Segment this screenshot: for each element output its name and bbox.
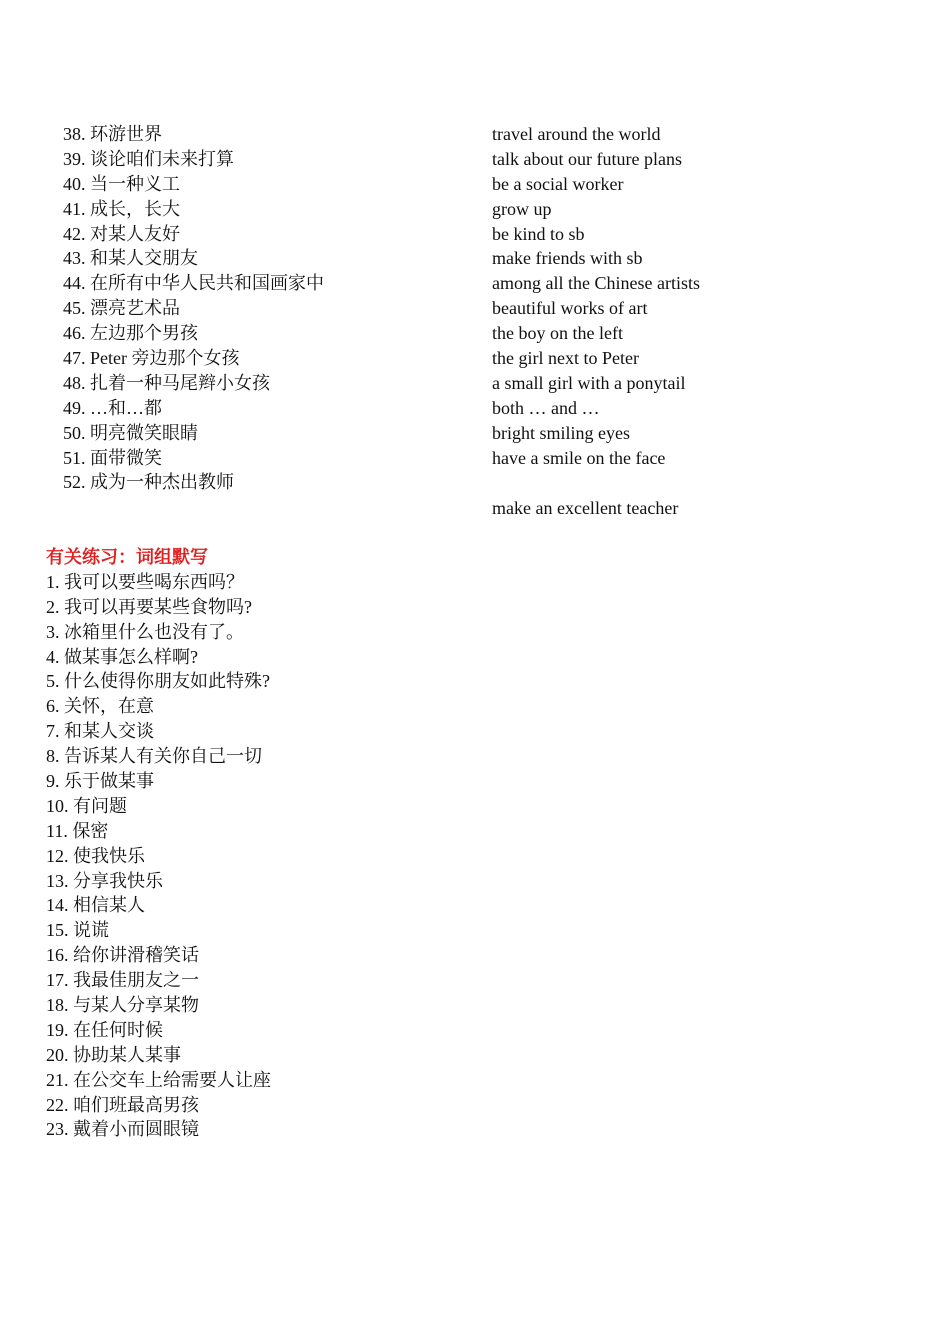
vocab-chinese: 40. 当一种义工: [63, 173, 180, 194]
exercise-title: 有关练习：词组默写: [46, 547, 208, 567]
exercise-item: 20. 协助某人某事: [46, 1044, 181, 1065]
vocab-chinese: 51. 面带微笑: [63, 447, 162, 468]
vocab-row: [0, 396, 950, 421]
exercise-item: 2. 我可以再要某些食物吗?: [46, 596, 252, 617]
exercise-item: 10. 有问题: [46, 795, 127, 816]
exercise-item: 11. 保密: [46, 820, 109, 841]
exercise-item: 12. 使我快乐: [46, 845, 145, 866]
vocab-english: grow up: [492, 198, 552, 219]
vocab-english: the boy on the left: [492, 323, 623, 344]
vocab-english: have a smile on the face: [492, 447, 666, 468]
vocab-row: [0, 222, 950, 247]
vocab-chinese: 47. Peter 旁边那个女孩: [63, 348, 240, 369]
vocab-chinese: 42. 对某人友好: [63, 223, 180, 244]
vocab-chinese: 48. 扎着一种马尾辫小女孩: [63, 372, 270, 393]
vocab-row: [0, 172, 950, 197]
vocab-row: [0, 421, 950, 446]
exercise-item: 16. 给你讲滑稽笑话: [46, 945, 199, 966]
exercise-item: 9. 乐于做某事: [46, 771, 154, 792]
vocab-list: [0, 122, 950, 495]
exercise-item: 21. 在公交车上给需要人让座: [46, 1069, 271, 1090]
exercise-item: 19. 在任何时候: [46, 1019, 163, 1040]
vocab-english: among all the Chinese artists: [492, 273, 700, 294]
exercise-item: 14. 相信某人: [46, 895, 145, 916]
vocab-chinese: 46. 左边那个男孩: [63, 323, 198, 344]
exercise-item: 8. 告诉某人有关你自己一切: [46, 746, 262, 767]
exercise-item: 18. 与某人分享某物: [46, 995, 199, 1016]
vocab-row: [0, 271, 950, 296]
vocab-row: [0, 346, 950, 371]
exercise-item: 22. 咱们班最高男孩: [46, 1094, 199, 1115]
vocab-row: [0, 470, 950, 495]
vocab-english: both … and …: [492, 397, 600, 418]
vocab-english-tail: make an excellent teacher: [492, 498, 679, 518]
vocab-chinese: 41. 成长，长大: [63, 198, 180, 219]
vocab-english: the girl next to Peter: [492, 348, 639, 369]
vocab-english: travel around the world: [492, 124, 661, 144]
vocab-row: [0, 197, 950, 222]
vocab-chinese: 49. …和…都: [63, 397, 162, 418]
vocab-english: make friends with sb: [492, 248, 643, 269]
vocab-chinese: 45. 漂亮艺术品: [63, 298, 180, 319]
vocab-chinese: 43. 和某人交朋友: [63, 248, 198, 269]
exercise-item: 23. 戴着小而圆眼镜: [46, 1119, 199, 1140]
exercise-item: 13. 分享我快乐: [46, 870, 163, 891]
vocab-english: beautiful works of art: [492, 298, 648, 319]
exercise-item: 6. 关怀，在意: [46, 696, 154, 717]
vocab-english: be kind to sb: [492, 223, 585, 244]
exercise-item: 4. 做某事怎么样啊?: [46, 646, 198, 667]
vocab-chinese: 44. 在所有中华人民共和国画家中: [63, 273, 324, 294]
vocab-row: [0, 296, 950, 321]
exercise-item: 3. 冰箱里什么也没有了。: [46, 621, 244, 642]
vocab-row: [0, 321, 950, 346]
exercise-item: 7. 和某人交谈: [46, 721, 154, 742]
exercise-item: 17. 我最佳朋友之一: [46, 970, 199, 991]
vocab-row: [0, 371, 950, 396]
vocab-english: be a social worker: [492, 173, 624, 194]
exercise-item: 15. 说谎: [46, 920, 109, 941]
vocab-english: a small girl with a ponytail: [492, 372, 686, 393]
vocab-chinese: 50. 明亮微笑眼睛: [63, 422, 198, 443]
vocab-chinese: 39. 谈论咱们未来打算: [63, 148, 234, 169]
vocab-english: talk about our future plans: [492, 148, 682, 169]
vocab-chinese: 52. 成为一种杰出教师: [63, 472, 234, 493]
vocab-chinese: 38. 环游世界: [63, 124, 162, 144]
exercise-item: 5. 什么使得你朋友如此特殊?: [46, 671, 270, 692]
vocab-row: [0, 446, 950, 471]
vocab-english: bright smiling eyes: [492, 422, 630, 443]
vocab-row: [0, 122, 950, 147]
exercise-item: 1. 我可以要些喝东西吗？: [46, 571, 244, 592]
exercise-section: [46, 545, 906, 1142]
vocab-row: [0, 246, 950, 271]
vocab-row: [0, 147, 950, 172]
